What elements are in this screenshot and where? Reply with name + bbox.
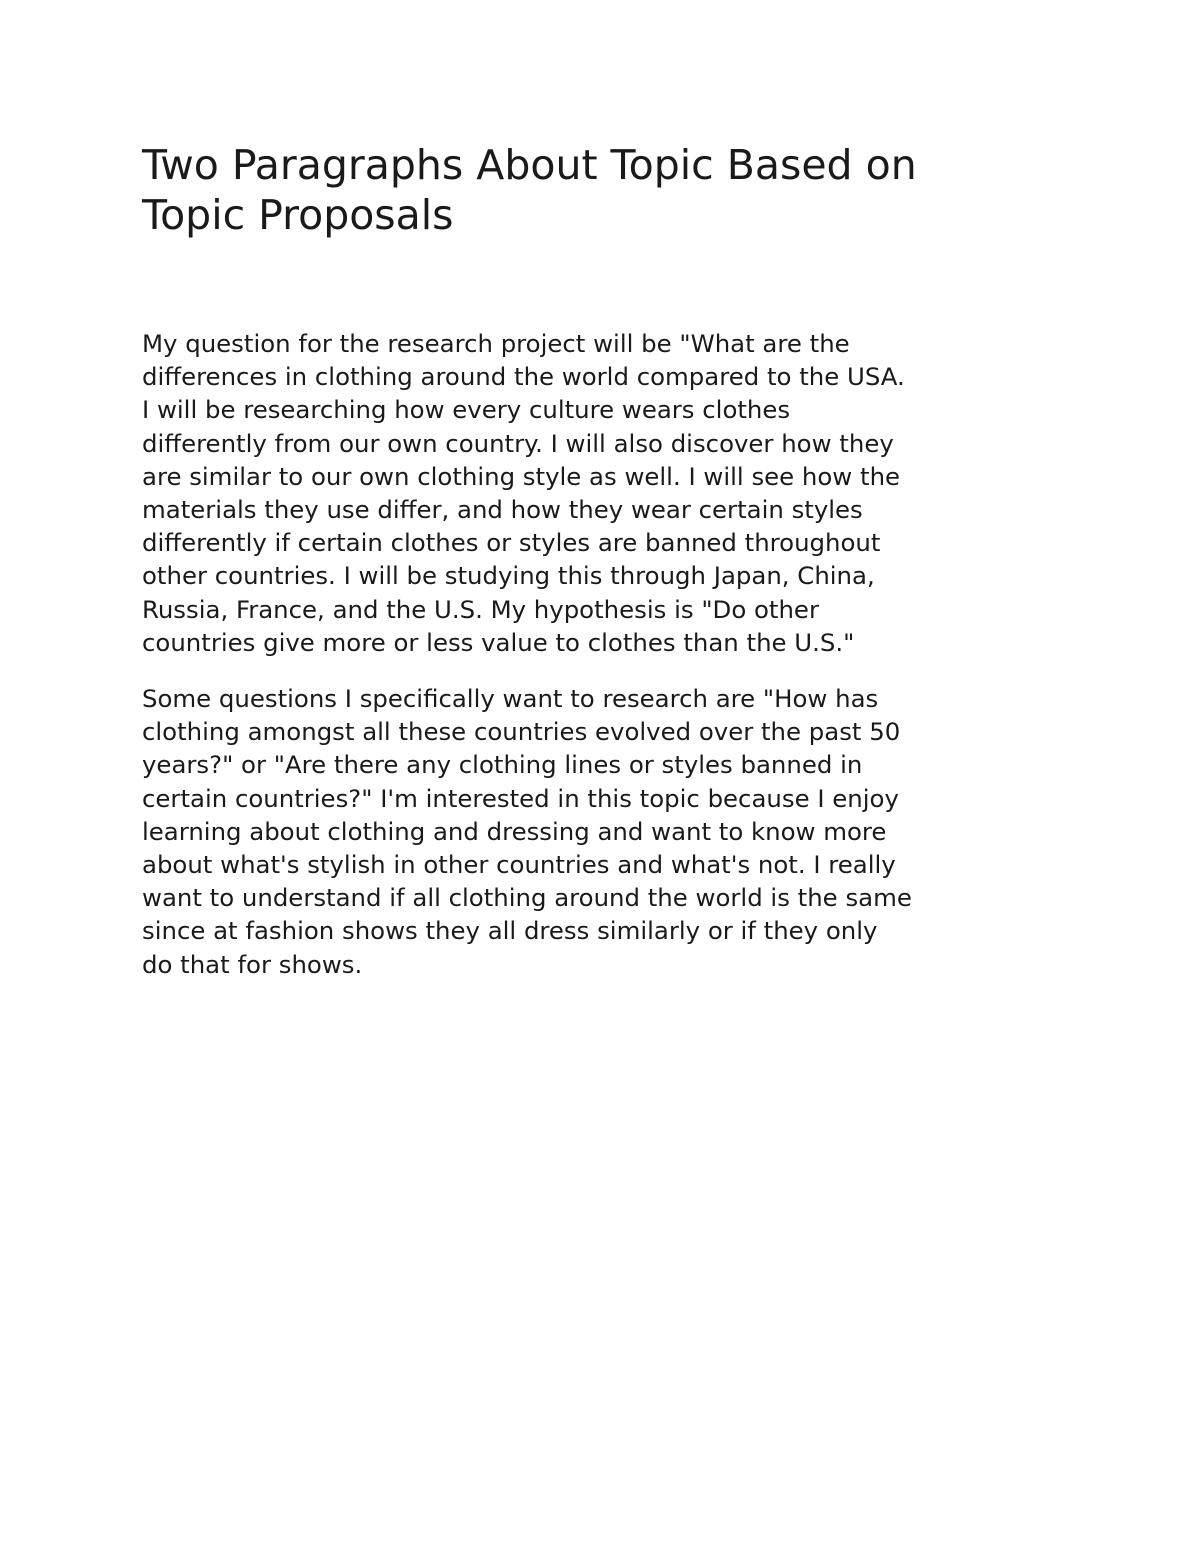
paragraph-line: years?" or "Are there any clothing lines or styles banned in xyxy=(142,750,863,780)
title-line: Two Paragraphs About Topic Based on xyxy=(142,141,917,189)
paragraph-line: are similar to our own clothing style as well. I will see how the xyxy=(142,461,901,491)
document-title xyxy=(142,140,1042,240)
paragraph-line: differences in clothing around the world compared to the USA. xyxy=(142,362,905,392)
paragraph-line: Russia, France, and the U.S. My hypothesis is "Do other xyxy=(142,594,819,624)
paragraph-line: differently if certain clothes or styles are banned throughout xyxy=(142,528,881,558)
paragraph-line: I will be researching how every culture wears clothes xyxy=(142,395,791,425)
paragraph-line: materials they use differ, and how they wear certain styles xyxy=(142,495,863,525)
paragraph-line: since at fashion shows they all dress similarly or if they only xyxy=(142,916,878,946)
paragraph-line: My question for the research project will be "What are the xyxy=(142,329,850,358)
title-line: Topic Proposals xyxy=(142,191,454,239)
paragraph-line: countries give more or less value to clothes than the U.S." xyxy=(142,627,855,657)
paragraph-line: about what's stylish in other countries and what's not. I really xyxy=(142,850,896,880)
paragraph-specific-questions xyxy=(142,682,912,981)
paragraph-line: other countries. I will be studying this through Japan, China, xyxy=(142,561,875,591)
paragraph-line: do that for shows. xyxy=(142,949,363,979)
paragraph-research-question xyxy=(142,327,905,659)
paragraph-line: Some questions I specifically want to research are "How has xyxy=(142,684,879,713)
paragraph-line: certain countries?" I'm interested in this topic because I enjoy xyxy=(142,783,899,813)
paragraph-line: clothing amongst all these countries evolved over the past 50 xyxy=(142,717,901,747)
paragraph-line: want to understand if all clothing around the world is the same xyxy=(142,883,912,913)
paragraph-line: differently from our own country. I will also discover how they xyxy=(142,428,894,458)
paragraph-line: learning about clothing and dressing and want to know more xyxy=(142,816,887,846)
